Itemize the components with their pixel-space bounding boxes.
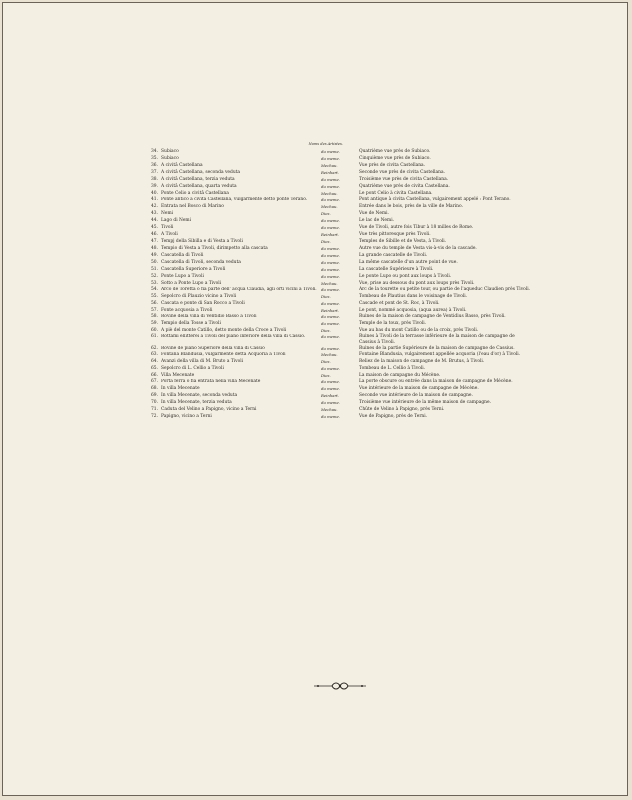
entry-number: 63. bbox=[151, 352, 158, 357]
french-title: La cascatelle Supérieure à Tivoli. bbox=[359, 267, 434, 272]
artist-name: du meme. bbox=[321, 366, 340, 371]
italian-title: In villa Mecenate, seconda veduta bbox=[161, 393, 238, 398]
catalogue-row bbox=[151, 413, 531, 420]
catalogue-row bbox=[151, 162, 531, 169]
artist-name: Mechau. bbox=[321, 163, 338, 168]
catalogue-row bbox=[151, 155, 531, 162]
french-title: Seconde vue près de civita Castellana. bbox=[359, 170, 445, 175]
french-title: Vue de Papigno, près de Terni. bbox=[359, 414, 428, 419]
entry-number: 68. bbox=[151, 386, 158, 391]
italian-title: Tivoli bbox=[161, 225, 174, 230]
french-title: Vue très pittoresque près Tivoli. bbox=[359, 232, 431, 237]
entry-number: 53. bbox=[151, 281, 158, 286]
french-title: Le pont Celio à civita Castellana. bbox=[359, 191, 433, 196]
italian-title: Subiaco bbox=[161, 156, 179, 161]
french-title: Vue intérieure de la maison de campagne de Mécène. bbox=[359, 386, 479, 391]
artist-name: Dies. bbox=[321, 359, 331, 364]
italian-title: A civitâ Castellana bbox=[161, 163, 203, 168]
italian-title: Caduta del Velino a Papigno, vicino a Terni bbox=[161, 407, 257, 412]
italian-title: Ponte antico a civitâ Castellana, vulgarmente detto ponte Terano. bbox=[161, 197, 308, 202]
artist-name: du meme. bbox=[321, 414, 340, 419]
entry-number: 55. bbox=[151, 294, 158, 299]
entry-number: 35. bbox=[151, 156, 158, 161]
french-title: Arc de la tourette ou petite tour, ou partie de l'aqueduc Claudien près Tivoli. bbox=[359, 287, 531, 292]
artist-name: du meme. bbox=[321, 253, 340, 258]
italian-title: Porta ferra o fia entrata nella villa Mecenate bbox=[161, 379, 261, 384]
artists-column-header: Noms des Artistes. bbox=[308, 142, 343, 146]
artist-name: Dies. bbox=[321, 373, 331, 378]
entry-number: 56. bbox=[151, 301, 158, 306]
entry-number: 54. bbox=[151, 287, 158, 292]
french-title: Ruines de la maison de campagne de Ventidius Basso, près Tivoli. bbox=[359, 314, 506, 319]
french-title: Tombeau de L. Cellio à Tivoli. bbox=[359, 366, 426, 371]
artist-name: du meme. bbox=[321, 149, 340, 154]
artist-name: du meme. bbox=[321, 184, 340, 189]
artist-name: Dies. bbox=[321, 239, 331, 244]
decorative-flourish-icon bbox=[312, 682, 368, 690]
french-title: Vue, prise au dessous du pont aux loups près Tivoli. bbox=[359, 281, 475, 286]
catalogue-row bbox=[151, 280, 531, 287]
entry-number: 36. bbox=[151, 163, 158, 168]
artist-name: du meme. bbox=[321, 321, 340, 326]
entry-number: 64. bbox=[151, 359, 158, 364]
entry-number: 41. bbox=[151, 197, 158, 202]
catalogue-row bbox=[151, 183, 531, 190]
entry-number: 71. bbox=[151, 407, 158, 412]
french-title: Le pont, nommé acquosia, (aqua aurea) à Tivoli. bbox=[359, 308, 467, 313]
italian-title: Cascata e ponte di San Rocco a Tivoli bbox=[161, 301, 245, 306]
italian-title: Fontana Blandusia, vulgarmente detta Acquoria a Tivoli bbox=[161, 352, 286, 357]
entry-number: 40. bbox=[151, 191, 158, 196]
catalogue-row bbox=[151, 245, 531, 252]
artist-name: du meme. bbox=[321, 156, 340, 161]
artist-name: du meme. bbox=[321, 386, 340, 391]
catalogue-row bbox=[151, 231, 531, 238]
italian-title: Rovine de piano Superiore della villa di Cassio bbox=[161, 346, 265, 351]
artist-name: Reinhart. bbox=[321, 393, 340, 398]
artist-name: du meme. bbox=[321, 314, 340, 319]
italian-title: Fonte acquosia a Tivoli bbox=[161, 308, 213, 313]
artist-name: du meme. bbox=[321, 301, 340, 306]
artist-name: du meme. bbox=[321, 177, 340, 182]
french-title: Cinquième vue près de Subiaco. bbox=[359, 156, 431, 161]
entry-number: 44. bbox=[151, 218, 158, 223]
italian-title: Villa Mecenate bbox=[161, 373, 195, 378]
italian-title: Nemi bbox=[161, 211, 174, 216]
entry-number: 67. bbox=[151, 379, 158, 384]
catalogue-row bbox=[151, 203, 531, 210]
entry-number: 66. bbox=[151, 373, 158, 378]
french-title: Vue de Tivoli, autre fois Tibur à 18 milles de Rome. bbox=[359, 225, 474, 230]
french-title: Quatrième vue près de civita Castellana. bbox=[359, 184, 450, 189]
italian-title: Tempio di Vesta a Tivoli, dirimpetto alla cascata bbox=[161, 246, 268, 251]
french-title: Troisième vue intérieure de la même maison de campagne. bbox=[359, 400, 491, 405]
artist-name: du meme. bbox=[321, 225, 340, 230]
artist-name: du meme. bbox=[321, 400, 340, 405]
entry-number: 43. bbox=[151, 211, 158, 216]
italian-title: Sepolcro di L. Cellio a Tivoli bbox=[161, 366, 224, 371]
italian-title: Rottami ellitterei a Tivoli del piano inferiore della villa di Cassio. bbox=[161, 334, 306, 339]
italian-title: A Tivoli bbox=[161, 232, 178, 237]
french-title: Chûte de Velino à Papigno, près Terni. bbox=[359, 407, 445, 412]
catalogue-row bbox=[151, 327, 531, 334]
entry-number: 61. bbox=[151, 334, 158, 339]
document-page bbox=[2, 2, 628, 796]
catalogue-row bbox=[151, 334, 531, 346]
french-title: Le lac de Nemi. bbox=[359, 218, 394, 223]
artist-name: Mechau. bbox=[321, 204, 338, 209]
italian-title: Papigno, vicino a Terni bbox=[161, 414, 212, 419]
french-title: Le ponte Lupo ou pont aux loups à Tivoli. bbox=[359, 274, 452, 279]
catalogue-row bbox=[151, 392, 531, 399]
italian-title: A civitâ Castellana, quarta veduta bbox=[161, 184, 237, 189]
italian-title: Sepolcro di Plauzio vicino a Tivoli bbox=[161, 294, 237, 299]
italian-title: Cascatella di Tivoli, seconda veduta bbox=[161, 260, 241, 265]
italian-title: In villa Mecenate, terzia veduta bbox=[161, 400, 232, 405]
entry-number: 72. bbox=[151, 414, 158, 419]
artist-name: Reinhart. bbox=[321, 170, 340, 175]
french-title: Vue au bas du mont Catillo ou de la croix, près Tivoli. bbox=[359, 328, 479, 333]
catalogue-row bbox=[151, 169, 531, 176]
italian-title: Cascatella Superiore a Tivoli bbox=[161, 267, 226, 272]
catalogue-row bbox=[151, 190, 531, 197]
catalogue-row bbox=[151, 300, 531, 307]
italian-title: Avanzi della villa di M. Bruto a Tivoli bbox=[161, 359, 244, 364]
artist-name: du meme. bbox=[321, 334, 340, 339]
catalogue-row bbox=[151, 365, 531, 372]
artist-name: du meme. bbox=[321, 197, 340, 202]
french-title: Temple de la toux, près Tivoli. bbox=[359, 321, 427, 326]
italian-title: Tempio della Tosse a Tivoli bbox=[161, 321, 221, 326]
french-title: Quatrième vue près de Subiaco. bbox=[359, 149, 431, 154]
catalogue-row bbox=[151, 320, 531, 327]
french-title: Reliez de la maison de campagne de M. Brutus, à Tivoli. bbox=[359, 359, 485, 364]
italian-title: Ponte Celio a civitâ Castellana bbox=[161, 191, 229, 196]
catalogue-row bbox=[151, 252, 531, 259]
entry-number: 51. bbox=[151, 267, 158, 272]
french-title: Ruines de la partie Supérieure de la maison de campagne de Cassius. bbox=[359, 346, 515, 351]
italian-title: Rovine della villa di Ventidio Basso a Tivoli bbox=[161, 314, 257, 319]
entry-number: 46. bbox=[151, 232, 158, 237]
artist-name: Reinhart. bbox=[321, 232, 340, 237]
french-title: Pont antique à civita Castellana, vulgairement appelé : Pont Terano. bbox=[359, 197, 511, 202]
french-title: Cascade et pont de St. Roc, à Tivoli. bbox=[359, 301, 440, 306]
catalogue-row bbox=[151, 399, 531, 406]
french-title: Vue de Nemi. bbox=[359, 211, 389, 216]
artist-name: du meme. bbox=[321, 274, 340, 279]
entry-number: 50. bbox=[151, 260, 158, 265]
entry-number: 57. bbox=[151, 308, 158, 313]
artist-name: Dies. bbox=[321, 211, 331, 216]
catalogue-row bbox=[151, 210, 531, 217]
french-title: Seconde vue intérieure de la maison de campagne. bbox=[359, 393, 473, 398]
entry-number: 38. bbox=[151, 177, 158, 182]
entry-number: 34. bbox=[151, 149, 158, 154]
entry-number: 49. bbox=[151, 253, 158, 258]
entry-number: 47. bbox=[151, 239, 158, 244]
artist-name: Reinhart. bbox=[321, 308, 340, 313]
entry-number: 70. bbox=[151, 400, 158, 405]
entry-number: 39. bbox=[151, 184, 158, 189]
artist-name: du meme. bbox=[321, 346, 340, 351]
catalogue-row bbox=[151, 266, 531, 273]
french-title: Troisième vue près de civita Castellana. bbox=[359, 177, 449, 182]
french-title: Entrée dans le bois, près de la ville de Marino. bbox=[359, 204, 463, 209]
italian-title: Entrata nel Bosco di Marino bbox=[161, 204, 224, 209]
entry-number: 45. bbox=[151, 225, 158, 230]
artist-name: Mechau. bbox=[321, 352, 338, 357]
artist-name: Mechau. bbox=[321, 407, 338, 412]
catalogue-row bbox=[151, 358, 531, 365]
entry-number: 59. bbox=[151, 321, 158, 326]
catalogue-list bbox=[151, 140, 531, 420]
catalogue-row bbox=[151, 293, 531, 300]
catalogue-row bbox=[151, 372, 531, 379]
italian-title: Ponte Lupo a Tivoli bbox=[161, 274, 204, 279]
artist-name: Mechau. bbox=[321, 191, 338, 196]
catalogue-row bbox=[151, 307, 531, 314]
italian-title: A civitâ Castellana, seconda veduta bbox=[161, 170, 241, 175]
entry-number: 65. bbox=[151, 366, 158, 371]
italian-title: Lago di Nemi bbox=[161, 218, 192, 223]
catalogue-row bbox=[151, 238, 531, 245]
french-title: La grande cascatelle de Tivoli. bbox=[359, 253, 428, 258]
french-title: La même cascatelle d'un autre point de vue. bbox=[359, 260, 458, 265]
entry-number: 58. bbox=[151, 314, 158, 319]
italian-title: In villa Mecenate bbox=[161, 386, 200, 391]
artist-name: du meme. bbox=[321, 246, 340, 251]
italian-title: Subiaco bbox=[161, 149, 179, 154]
entry-number: 62. bbox=[151, 346, 158, 351]
entry-number: 48. bbox=[151, 246, 158, 251]
catalogue-row bbox=[151, 385, 531, 392]
french-title: Autre vue du temple de Vesta vis-à-vis de la cascade. bbox=[359, 246, 477, 251]
artist-name: du meme. bbox=[321, 260, 340, 265]
artist-name: du meme. bbox=[321, 267, 340, 272]
french-title: Ruines à Tivoli de la terrasse inférieure de la maison de campagne de Cassius à Tivoli. bbox=[359, 334, 515, 345]
entry-number: 37. bbox=[151, 170, 158, 175]
french-title: Tombeau de Plautius dans le voisinage de Tivoli. bbox=[359, 294, 468, 299]
catalogue-row bbox=[151, 406, 531, 413]
entry-number: 52. bbox=[151, 274, 158, 279]
artist-name: du meme. bbox=[321, 218, 340, 223]
italian-title: Cascatella di Tivoli bbox=[161, 253, 204, 258]
artist-name: Dies. bbox=[321, 294, 331, 299]
catalogue-row bbox=[151, 176, 531, 183]
entry-number: 42. bbox=[151, 204, 158, 209]
artist-name: Mechau. bbox=[321, 281, 338, 286]
catalogue-rows bbox=[151, 148, 531, 420]
french-title: La porte obscure ou entrée dans la maison de campagne de Mécène. bbox=[359, 379, 513, 384]
artist-name: du meme. bbox=[321, 287, 340, 292]
french-title: Vue près de civita Castellana. bbox=[359, 163, 426, 168]
catalogue-row bbox=[151, 217, 531, 224]
french-title: Temples de Sibille et de Vesta, à Tivoli. bbox=[359, 239, 447, 244]
catalogue-row bbox=[151, 273, 531, 280]
italian-title: Arco de Toretta o fia parte dell' acqua Claudia, agli orti vicini a Tivoli. bbox=[161, 287, 317, 292]
artist-name: Dies. bbox=[321, 328, 331, 333]
artist-name: du meme. bbox=[321, 379, 340, 384]
french-title: Fontaine Blandusia, vulgairement appellée acquoria (l'eau d'or) à Tivoli. bbox=[359, 352, 521, 357]
entry-number: 69. bbox=[151, 393, 158, 398]
italian-title: A civitâ Castellana, terzia veduta bbox=[161, 177, 235, 182]
italian-title: Sotto a Ponte Lupo a Tivoli bbox=[161, 281, 222, 286]
italian-title: Tempj della Sibilla e di Vesta a Tivoli bbox=[161, 239, 243, 244]
entry-number: 60. bbox=[151, 328, 158, 333]
catalogue-row bbox=[151, 148, 531, 155]
french-title: La maison de campagne du Mécène. bbox=[359, 373, 441, 378]
catalogue-row bbox=[151, 224, 531, 231]
catalogue-row bbox=[151, 259, 531, 266]
italian-title: A piè del monte Catillo, detto monte della Croce a Tivoli bbox=[161, 328, 287, 333]
